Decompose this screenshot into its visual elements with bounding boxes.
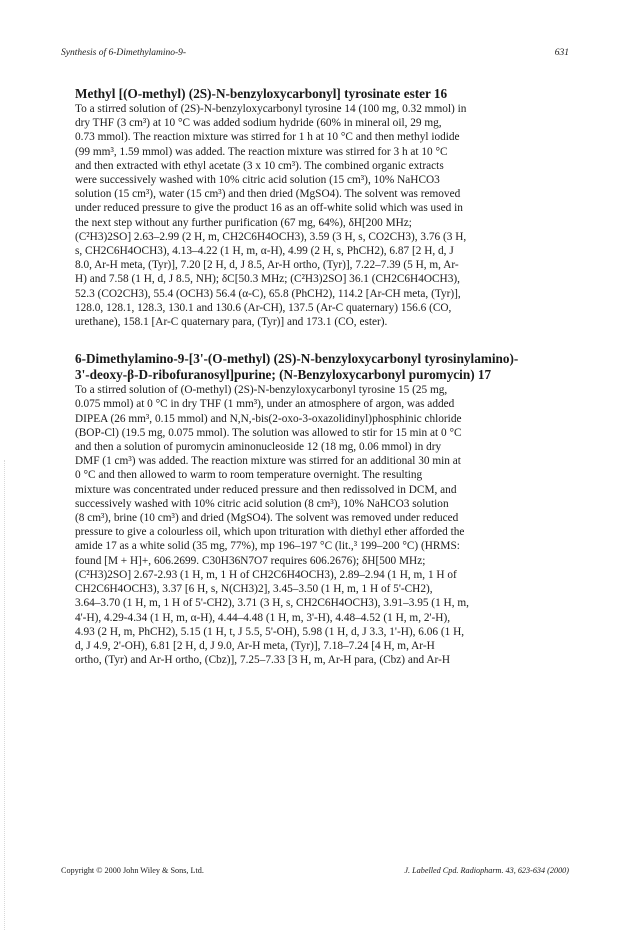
text-line: 52.3 (CO2CH3), 55.4 (OCH3) 56.4 (α-C), 65.8 (PhCH2), 114.2 [Ar-CH meta, (Tyr)], (75, 287, 461, 300)
text-line: 0.73 mmol). The reaction mixture was stirred for 1 h at 10 °C and then methyl iodide (75, 131, 460, 144)
text-line: were successively washed with 10% citric acid solution (15 cm³), 10% NaHCO3 (75, 174, 440, 187)
section-heading-compound-16: Methyl [(O-methyl) (2S)-N-benzyloxycarbonyl] tyrosinate ester 16 (75, 86, 448, 101)
copyright-notice: Copyright © 2000 John Wiley & Sons, Ltd. (61, 866, 204, 875)
text-line: urethane), 158.1 [Ar-C quaternary para, (Tyr)] and 173.1 (CO, ester). (75, 316, 388, 329)
text-line: (C²H3)2SO] 2.67-2.93 (1 H, m, 1 H of CH2C6H4OCH3), 2.89–2.94 (1 H, m, 1 H of (75, 568, 457, 581)
section-heading-line: 3'-deoxy-β-D-ribofuranosyl]purine; (N-Benzyloxycarbonyl puromycin) 17 (75, 367, 492, 383)
text-line: 8.0, Ar-H meta, (Tyr)], 7.20 [2 H, d, J 8.5, Ar-H ortho, (Tyr)], 7.22–7.39 (5 H, m, Ar- (75, 259, 459, 272)
article-body (75, 86, 561, 667)
text-line: To a stirred solution of (2S)-N-benzyloxycarbonyl tyrosine 14 (100 mg, 0.32 mmol) in (75, 103, 467, 115)
text-line: 4.93 (2 H, m, PhCH2), 5.15 (1 H, t, J 5.5, 5'-OH), 5.98 (1 H, d, J 3.3, 1'-H), 6.06 (1 H, (75, 625, 465, 638)
text-line: CH2C6H4OCH3), 3.37 [6 H, s, N(CH3)2], 3.45–3.50 (1 H, m, 1 H of 5'-CH2), (75, 583, 433, 596)
text-line: DMF (1 cm³) was added. The reaction mixture was stirred for an additional 30 min at (75, 455, 461, 468)
text-line: found [M + H]+, 606.2699. C30H36N7O7 requires 606.2676); δH[500 MHz; (75, 554, 426, 567)
text-line: pressure to give a colourless oil, which upon trituration with diethyl ether afforded the (75, 526, 465, 539)
text-line: 128.0, 128.1, 128.3, 130.1 and 130.6 (Ar-CH), 137.5 (Ar-C quaternary) 156.6 (CO, (75, 301, 452, 314)
text-line: under reduced pressure to give the product 16 as an off-white solid which was used in (75, 202, 463, 215)
text-line: the next step without any further purification (67 mg, 64%), δH[200 MHz; (75, 216, 412, 229)
text-line: To a stirred solution of (O-methyl) (2S)-N-benzyloxycarbonyl tyrosine 15 (25 mg, (75, 384, 448, 397)
page-number: 631 (554, 48, 569, 58)
procedure-paragraph-compound-17 (75, 383, 561, 667)
text-line: (BOP-Cl) (19.5 mg, 0.075 mmol). The solution was allowed to stir for 15 min at 0 °C (75, 426, 462, 439)
text-line: H) and 7.58 (1 H, d, J 8.5, NH); δC[50.3 MHz; (C²H3)2SO] 36.1 (CH2C6H4OCH3), (75, 273, 460, 286)
text-line: 4'-H), 4.29-4.34 (1 H, m, α-H), 4.44–4.48 (1 H, m, 3'-H), 4.48–4.52 (1 H, m, 2'-H), (75, 611, 451, 624)
scan-margin-line (4, 460, 6, 930)
text-line: (C²H3)2SO] 2.63–2.99 (2 H, m, CH2C6H4OCH3), 3.59 (3 H, s, CO2CH3), 3.76 (3 H, (75, 230, 467, 243)
text-line: DIPEA (26 mm³, 0.15 mmol) and N,N,-bis(2-oxo-3-oxazolidinyl)phosphinic chloride (75, 412, 462, 425)
text-line: 0 °C and then allowed to warm to room temperature overnight. The resulting (75, 469, 423, 482)
section-heading-compound-17 (75, 351, 561, 383)
section-heading-line: 6-Dimethylamino-9-[3'-(O-methyl) (2S)-N-benzyloxycarbonyl tyrosinylamino)- (75, 351, 519, 367)
text-line: amide 17 as a white solid (35 mg, 77%), mp 196–197 °C (lit.,³ 199–200 °C) (HRMS: (75, 540, 460, 553)
text-line: and then extracted with ethyl acetate (3 x 10 cm³). The combined organic extracts (75, 159, 444, 172)
text-line: and then a solution of puromycin aminonucleoside 12 (18 mg, 0.06 mmol) in dry (75, 441, 442, 454)
text-line: successively washed with 10% citric acid solution (8 cm³), 10% NaHCO3 solution (75, 497, 449, 510)
procedure-paragraph-compound-16 (75, 102, 561, 329)
text-line: s, CH2C6H4OCH3), 4.13–4.22 (1 H, m, α-H), 4.99 (2 H, s, PhCH2), 6.87 [2 H, d, J (75, 245, 454, 258)
running-head-title: Synthesis of 6-Dimethylamino-9- (61, 48, 187, 58)
text-line: dry THF (3 cm³) at 10 °C was added sodium hydride (60% in mineral oil, 29 mg, (75, 117, 442, 130)
text-line: d, J 4.9, 2'-OH), 6.81 [2 H, d, J 9.0, Ar-H meta, (Tyr)], 7.18–7.24 [4 H, m, Ar-H (75, 639, 435, 652)
text-line: solution (15 cm³), water (15 cm³) and then dried (MgSO4). The solvent was removed (75, 188, 461, 201)
text-line: 3.64–3.70 (1 H, m, 1 H of 5'-CH2), 3.71 (3 H, s, CH2C6H4OCH3), 3.91–3.95 (1 H, m, (75, 597, 469, 610)
text-line: mixture was concentrated under reduced pressure and then redissolved in DCM, and (75, 483, 457, 496)
text-line: 0.075 mmol) at 0 °C in dry THF (1 mm³), under an atmosphere of argon, was added (75, 398, 455, 411)
text-line: (8 cm³), brine (10 cm³) and dried (MgSO4). The solvent was removed under reduced (75, 512, 459, 525)
text-line: ortho, (Tyr) and Ar-H ortho, (Cbz)], 7.25–7.33 [3 H, m, Ar-H para, (Cbz) and Ar-H (75, 654, 451, 667)
journal-citation: J. Labelled Cpd. Radiopharm. 43, 623-634 (2000) (404, 866, 569, 875)
text-line: (99 mm³, 1.59 mmol) was added. The reaction mixture was stirred for 3 h at 10 °C (75, 145, 448, 158)
